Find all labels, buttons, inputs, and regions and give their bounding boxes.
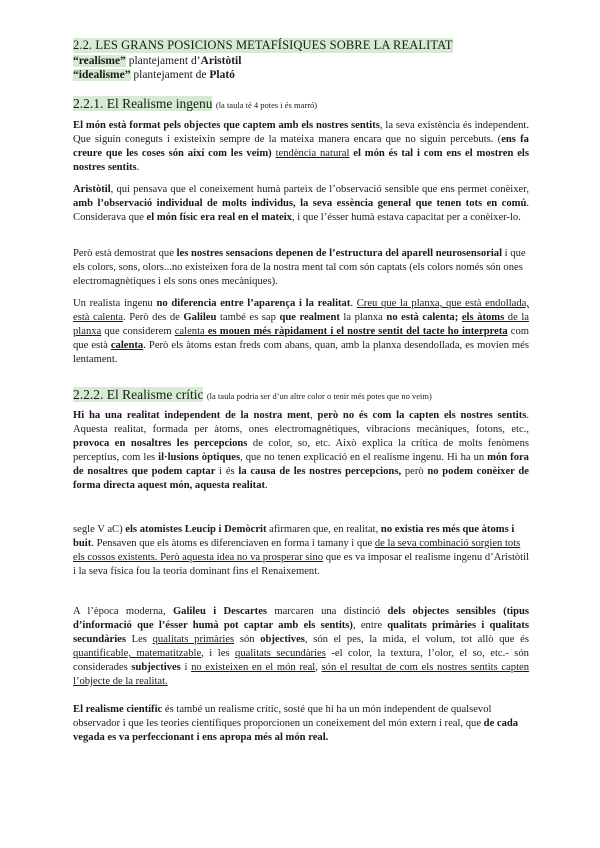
text-underlined: qualitats primàries xyxy=(152,634,235,645)
definition-idealisme xyxy=(73,68,241,82)
text-bold: Galileu xyxy=(183,312,217,323)
text-bold: ens fa creure que les coses són així com les veim) xyxy=(73,134,529,159)
text: . xyxy=(136,162,140,173)
text: i és xyxy=(215,466,239,477)
text: , i les xyxy=(201,648,236,659)
text: afirmaren que, en realitat, xyxy=(266,524,381,535)
subsection-title-realisme-critic xyxy=(73,387,432,403)
text-bold: Galileu i Descartes xyxy=(172,606,268,617)
text-bold: Aristòtil xyxy=(73,184,111,195)
text-underlined: de la planxa xyxy=(73,312,529,337)
text: Un realista ingenu xyxy=(73,298,157,309)
text-underlined: qualitats secundàries xyxy=(235,648,326,659)
definition-text: plantejament de xyxy=(130,69,210,81)
text-bold: món fora de nosaltres que podem captar xyxy=(73,452,529,477)
text: , xyxy=(315,662,322,673)
text: -el color, la textura, l’olor, el so, etc.- són considerades xyxy=(73,648,529,673)
text: . Pensaven que els àtoms es diferenciaven en forma i tamany i que xyxy=(91,538,375,549)
text-bold: objectives xyxy=(260,634,305,645)
definition-term: “realisme” xyxy=(73,55,126,67)
subsection-note: (la taula podria ser d’un altre color o tenir més potes que no veim) xyxy=(206,391,432,401)
text-bold: no està calenta; xyxy=(386,312,459,323)
text-bold: subjectives xyxy=(131,662,181,673)
text-bold: dels objectes sensibles (tipus d’informació que l’ésser humà pot captar amb els sentits) xyxy=(73,606,529,631)
definition-term: “idealisme” xyxy=(73,69,131,81)
text-bold: Hi ha una realitat independent de la nostra ment xyxy=(73,410,311,421)
text-bold: les nostres sensacions depenen de l’estructura del aparell neurosensorial xyxy=(176,248,503,259)
text-bold: no existia res més que àtoms i buit xyxy=(73,524,515,549)
subsection-title-realisme-ingenu xyxy=(73,96,317,112)
text-bold: no podem conèixer de forma directa aquest món, aquesta realitat xyxy=(73,466,529,491)
definition-author: Plató xyxy=(209,69,235,81)
subsection-note: (la taula té 4 potes i és marró) xyxy=(215,100,318,110)
text: la planxa xyxy=(339,312,387,323)
definition-author: Aristòtil xyxy=(200,55,242,67)
text: . xyxy=(350,298,357,309)
paragraph-realisme-critic-1 xyxy=(73,409,529,493)
text: de color, so, etc. Això explica la crítica de molts fenòmens perceptius, com les xyxy=(73,438,529,463)
text: . Aquesta realitat, formada per àtoms, ones electromagnètiques, vibracions mecàniques, fotons, etc., xyxy=(73,410,530,435)
text-bold: que realment xyxy=(279,312,340,323)
text: , xyxy=(310,410,318,421)
text-underlined: quantificable, matematitzable xyxy=(73,648,202,659)
text: però xyxy=(401,466,428,477)
text-bold: el món és tal i com ens el mostren els nostres sentits xyxy=(73,148,529,173)
text-underlined: no existeixen en el món real xyxy=(191,662,316,673)
text-bold: la causa de les nostres percepcions, xyxy=(238,466,402,477)
paragraph-realisme-critic-2 xyxy=(73,523,529,579)
text: que es va imposar el realisme ingenu d’Aristòtil i la seva física fou la teoria dominant fins el Renaixement. xyxy=(73,552,530,577)
definition-realisme xyxy=(73,54,241,68)
text-bold-underlined: calenta xyxy=(110,340,144,351)
text-underlined: calenta xyxy=(174,326,205,337)
text-bold: El món està format pels objectes que captem amb els nostres sentits xyxy=(73,120,380,131)
paragraph-realisme-critic-4 xyxy=(73,703,529,745)
text: , i que l’ésser humà estava capacitat per a conèixer-lo. xyxy=(291,212,521,223)
text-bold: amb l’observació individual de molts individus, la seva essència general que tenen tots en comú xyxy=(73,198,527,209)
text-bold: no diferencia entre l’aparença i la realitat xyxy=(156,298,351,309)
text: que considerem xyxy=(101,326,175,337)
text: , són el pes, la mida, el volum, tot allò que és xyxy=(304,634,529,645)
text-bold: però no és com la capten els nostres sentits xyxy=(317,410,527,421)
text-bold: el món físic era real en el mateix xyxy=(146,212,292,223)
text: és també un realisme crític, sosté que hi ha un món independent de qualsevol observador i que les teories científiques proporcionen un coneixement del món extern i real, que xyxy=(73,704,492,729)
text: i que els colors, sons, olors...no existeixen fora de la nostra ment tal com són captats (els colors només són ones electromagnètiques i els sons ones mecàniques). xyxy=(73,248,526,287)
text: . xyxy=(265,480,268,491)
text: Però està demostrat que xyxy=(73,248,177,259)
text: . Però els àtoms estan freds com abans, quan, amb la planxa desendollada, es movien més lentament. xyxy=(73,340,529,365)
text: són xyxy=(234,634,261,645)
text: , qui pensava que el coneixement humà parteix de l’observació sensible que ens permet conèixer, xyxy=(110,184,529,195)
text-bold: il·lusions òptiques xyxy=(158,452,241,463)
text: com que està xyxy=(73,326,529,351)
text: . Considerava que xyxy=(73,198,529,223)
text-bold: qualitats primàries i qualitats secundàries xyxy=(73,620,529,645)
text-underlined: són el resultat de com els nostres sentits capten l’objecte de la realitat. xyxy=(73,662,530,687)
paragraph-realisme-ingenu-3 xyxy=(73,247,529,289)
text: , la seva existència és independent. Que siguin coneguts i existeixin sempre de la mateixa manera encara que no siguin percebuts. ( xyxy=(73,120,529,145)
text: . Però des de xyxy=(123,312,184,323)
text: també es sap xyxy=(216,312,280,323)
text-bold: provoca en nosaltres les percepcions xyxy=(73,438,248,449)
text-bold: els atomistes Leucip i Demòcrit xyxy=(125,524,267,535)
text-underlined: Creu que la planxa, que està endollada, està calenta xyxy=(73,298,529,323)
text: Les xyxy=(125,634,153,645)
text: A l’època moderna, xyxy=(73,606,173,617)
text-bold-underlined: es mouen més ràpidament i el nostre sentit del tacte ho interpreta xyxy=(204,326,508,337)
definitions xyxy=(73,54,241,82)
subsection-title-text: 2.2.2. El Realisme crític xyxy=(73,387,204,402)
text-underlined: de la seva combinació sorgien tots els cossos existents. Però aquesta idea no va prosperar sino xyxy=(73,538,521,563)
text-underlined: tendència natural xyxy=(275,148,350,159)
text: marcaren una distinció xyxy=(267,606,388,617)
text: segle V aC) xyxy=(73,524,126,535)
definition-text: plantejament d’ xyxy=(125,55,201,67)
text-bold: de cada vegada es va perfeccionant i ens apropa més al món real. xyxy=(73,718,519,743)
paragraph-realisme-ingenu-4 xyxy=(73,297,529,367)
text: , que no tenen explicació en el realisme ingenu. Hi ha un xyxy=(240,452,488,463)
paragraph-realisme-critic-3 xyxy=(73,605,529,689)
subsection-title-text: 2.2.1. El Realisme ingenu xyxy=(73,96,213,111)
section-heading: 2.2. LES GRANS POSICIONS METAFÍSIQUES SOBRE LA REALITAT xyxy=(73,38,453,52)
text-bold-underlined: els àtoms xyxy=(461,312,505,323)
paragraph-realisme-ingenu-2 xyxy=(73,183,529,225)
text: i xyxy=(180,662,192,673)
paragraph-realisme-ingenu-1 xyxy=(73,119,529,175)
text-bold: El realisme científic xyxy=(73,704,163,715)
text: , entre xyxy=(352,620,388,631)
